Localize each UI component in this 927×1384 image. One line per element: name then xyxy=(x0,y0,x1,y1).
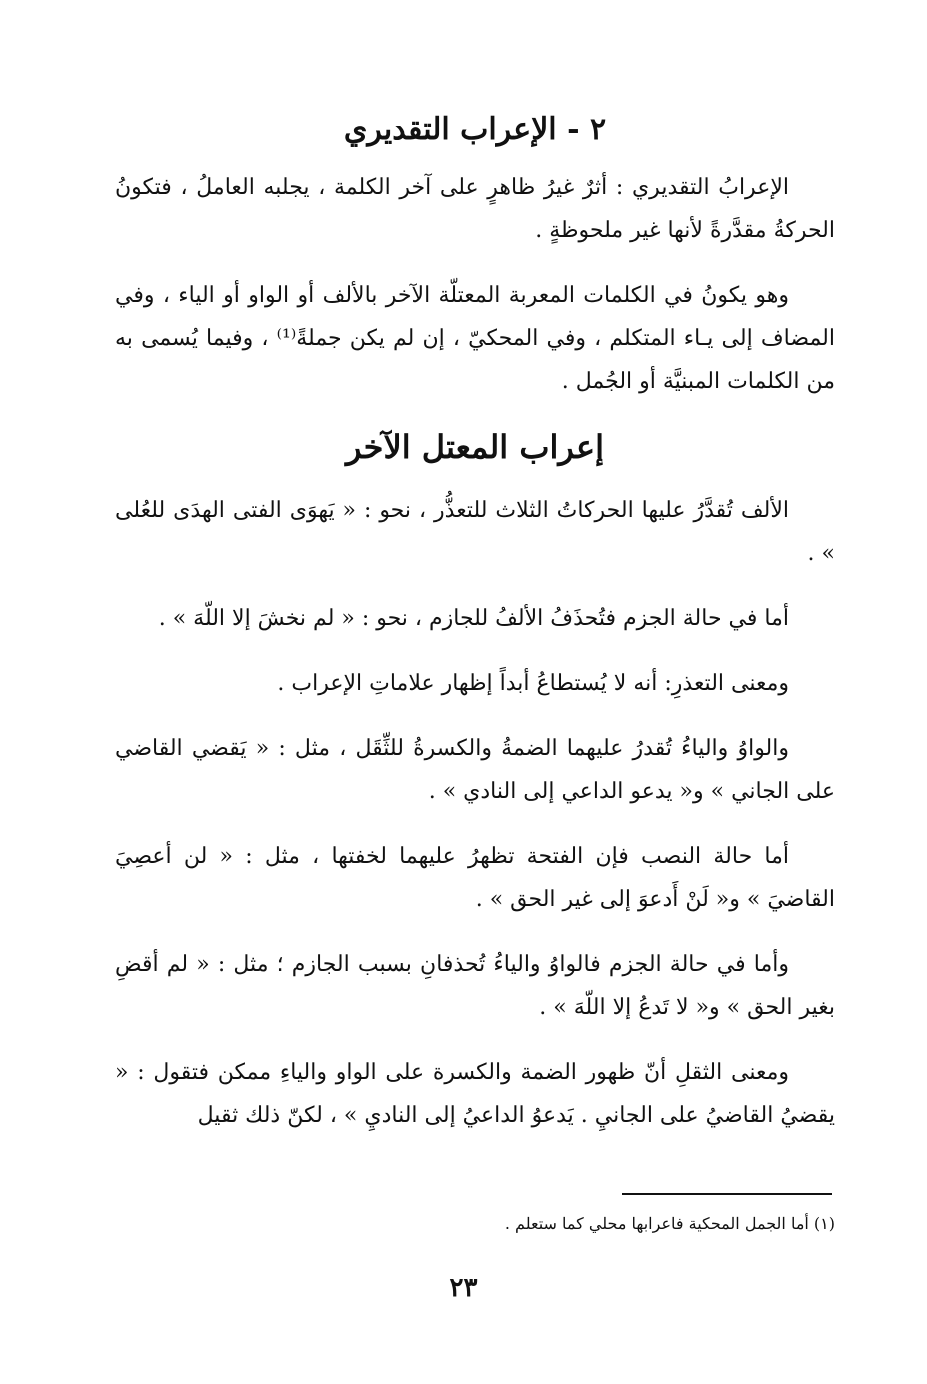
footnote: (١) أما الجمل المحكية فاعرابها محلي كما ستعلم . xyxy=(504,1214,835,1233)
paragraph-alif-jazm: أما في حالة الجزم فتُحذَفُ الألفُ للجازم ، نحو : « لم نخشَ إلا اللّهَ » . xyxy=(158,606,789,631)
paragraph-waw-ya: والواوُ والياءُ تُقدرُ عليهما الضمةُ والكسرةُ للثِّقَل ، مثل : « يَقضي القاضي على الجاني » و« يدعو الداعي إلى النادي » . xyxy=(115,736,835,804)
page-number: ٢٣ xyxy=(449,1273,478,1303)
paragraph-alif: الألف تُقدَّرُ عليها الحركاتُ الثلاث للتعذُّر ، نحو : « يَهوَى الفتى الهدَى للعُلى » . xyxy=(115,498,835,566)
subsection-title: إعراب المعتل الآخر xyxy=(346,428,604,466)
paragraph-thiqal: ومعنى الثقلِ أنّ ظهور الضمة والكسرة على الواو والياءِ ممكن فتقول : « يقضيُ القاضيُ على الجانيِ . يَدعوُ الداعيُ إلى الناديِ » ، لكنّ ذلك ثقيل xyxy=(115,1060,835,1128)
section-title: ٢ - الإعراب التقديري xyxy=(343,112,607,147)
paragraph-occurrence: وهو يكونُ في الكلمات المعربة المعتلّة الآخر بالألف أو الواو أو الياء ، وفي المضاف إلى يـاء المتكلم ، وفي المحكيّ ، إن لم يكن جملةً⁽¹⁾ ، وفيما يُسمى به من الكلمات المبنيَّة أو الجُمل . xyxy=(115,283,835,394)
paragraph-definition: الإعرابُ التقديري : أثرٌ غيرُ ظاهرٍ على آخر الكلمة ، يجلبه العاملُ ، فتكونُ الحركةُ مقدَّرةً لأنها غير ملحوظةٍ . xyxy=(115,175,835,243)
paragraph-nasb: أما حالة النصب فإن الفتحة تظهرُ عليهما لخفتها ، مثل : « لن أعصِيَ القاضيَ » و« لَنْ أَدعوَ إلى غير الحق » . xyxy=(115,844,835,912)
paragraph-waw-ya-jazm: وأما في حالة الجزم فالواوُ والياءُ تُحذفانِ بسبب الجازم ؛ مثل : « لم أقضِ بغير الحق » و« لا تَدعُ إلا اللّهَ » . xyxy=(115,952,835,1020)
page-body xyxy=(115,108,835,1159)
footnote-divider xyxy=(622,1193,832,1195)
paragraph-taadhur: ومعنى التعذرِ: أنه لا يُستطاعُ أبداً إظهار علاماتِ الإعراب . xyxy=(277,671,789,696)
